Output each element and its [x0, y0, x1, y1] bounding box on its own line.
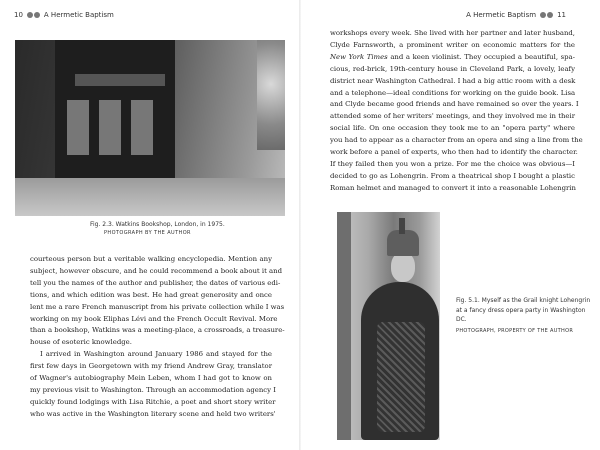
watkins-bookshop-photo: [15, 40, 285, 216]
figure-caption-2-3: [90, 220, 225, 238]
right-body-text: [330, 28, 583, 195]
text-line: district near Washington Cathedral. I had a big attic room with a desk: [330, 76, 576, 85]
figure-caption-text: Fig. 2.3. Watkins Bookshop, London, in 1975.: [90, 221, 225, 228]
text-line: work before a panel of experts, who then had to identify the character.: [330, 148, 578, 157]
right-running-head: [466, 11, 566, 19]
text-line: Roman helmet and managed to convert it into a reasonable Lohengrin: [330, 183, 576, 192]
text-line: social life. On one occasion they took me to an "opera party" where: [330, 124, 575, 133]
text-line: attended some of her writers' meetings, and they involved me in their: [330, 112, 575, 121]
text-line: first few days in Georgetown with my friend Andrew Gray, translator: [30, 362, 272, 371]
left-body-text: [30, 254, 285, 421]
right-running-head-title: A Hermetic Baptism: [466, 11, 537, 19]
text-line: Clyde Farnsworth, a prominent writer on economic matters for the: [330, 40, 575, 49]
text-line-nyt: [330, 52, 575, 64]
ornament-icon: [27, 12, 40, 18]
text-line: house of esoteric knowledge.: [30, 338, 132, 347]
text-line: lent me a rare French manuscript from his private collection while I was: [30, 302, 285, 311]
left-running-head: [14, 11, 114, 19]
text-line: tions, and which edition was best. He had great generosity and once: [30, 290, 272, 299]
text-line: I arrived in Washington around January 1986 and stayed for the: [40, 350, 272, 359]
text-line: decided to go as Lohengrin. From a theatrical shop I bought a plastic: [330, 171, 575, 180]
text-line: who was active in the Washington literary scene and held two writers': [30, 409, 276, 418]
text-line: than a bookshop, Watkins was a meeting-place, a crossroads, a treasure-: [30, 326, 285, 335]
text-line: of Wagner's autobiography Mein Leben, whom I had got to know on: [30, 374, 272, 383]
text-line: tell you the names of the author and publisher, the dates of various edi-: [30, 278, 281, 287]
lohengrin-costume-photo: [337, 212, 440, 440]
text-fragment: and a keen violinist. They occupied a beautiful, spa-: [387, 52, 575, 61]
figure-credit: PHOTOGRAPH, PROPERTY OF THE AUTHOR: [456, 327, 574, 334]
right-page-number: 11: [557, 11, 566, 19]
text-line: cious, red-brick, 19th-century house in Cleveland Park, a lovely, leafy: [330, 64, 575, 73]
text-line: and a telephone—ideal conditions for working on the guide book. Lisa: [330, 88, 576, 97]
text-line: and Clyde became good friends and have remained so over the years. I: [330, 100, 579, 109]
nyt-italic: New York Times: [330, 52, 388, 61]
text-line: courteous person but a veritable walking encyclopedia. Mention any: [30, 255, 272, 263]
figure-caption-5-1: [456, 296, 596, 336]
text-line: If they failed then you won a prize. For me the choice was obvious—I: [330, 159, 575, 168]
text-line: quickly found lodgings with Lisa Ritchie, a poet and short story writer: [30, 397, 276, 406]
text-line: you had to appear as a character from an opera and sing a line from the: [330, 136, 583, 145]
text-line: working on my book Eliphas Lévi and the French Occult Revival. More: [30, 314, 278, 323]
text-line: my previous visit to Washington. Through an accommodation agency I: [30, 385, 276, 394]
text-line: workshops every week. She lived with her partner and later husband,: [330, 29, 575, 37]
left-running-head-title: A Hermetic Baptism: [43, 11, 114, 19]
text-line: subject, however obscure, and he could recommend a book about it and: [30, 266, 282, 275]
figure-caption-text: Fig. 5.1. Myself as the Grail knight Lohengrin at a fancy dress opera party in Washington DC.: [456, 297, 591, 323]
ornament-icon: [540, 12, 553, 18]
left-page-number: 10: [14, 11, 23, 19]
figure-credit: PHOTOGRAPH BY THE AUTHOR: [104, 230, 191, 236]
